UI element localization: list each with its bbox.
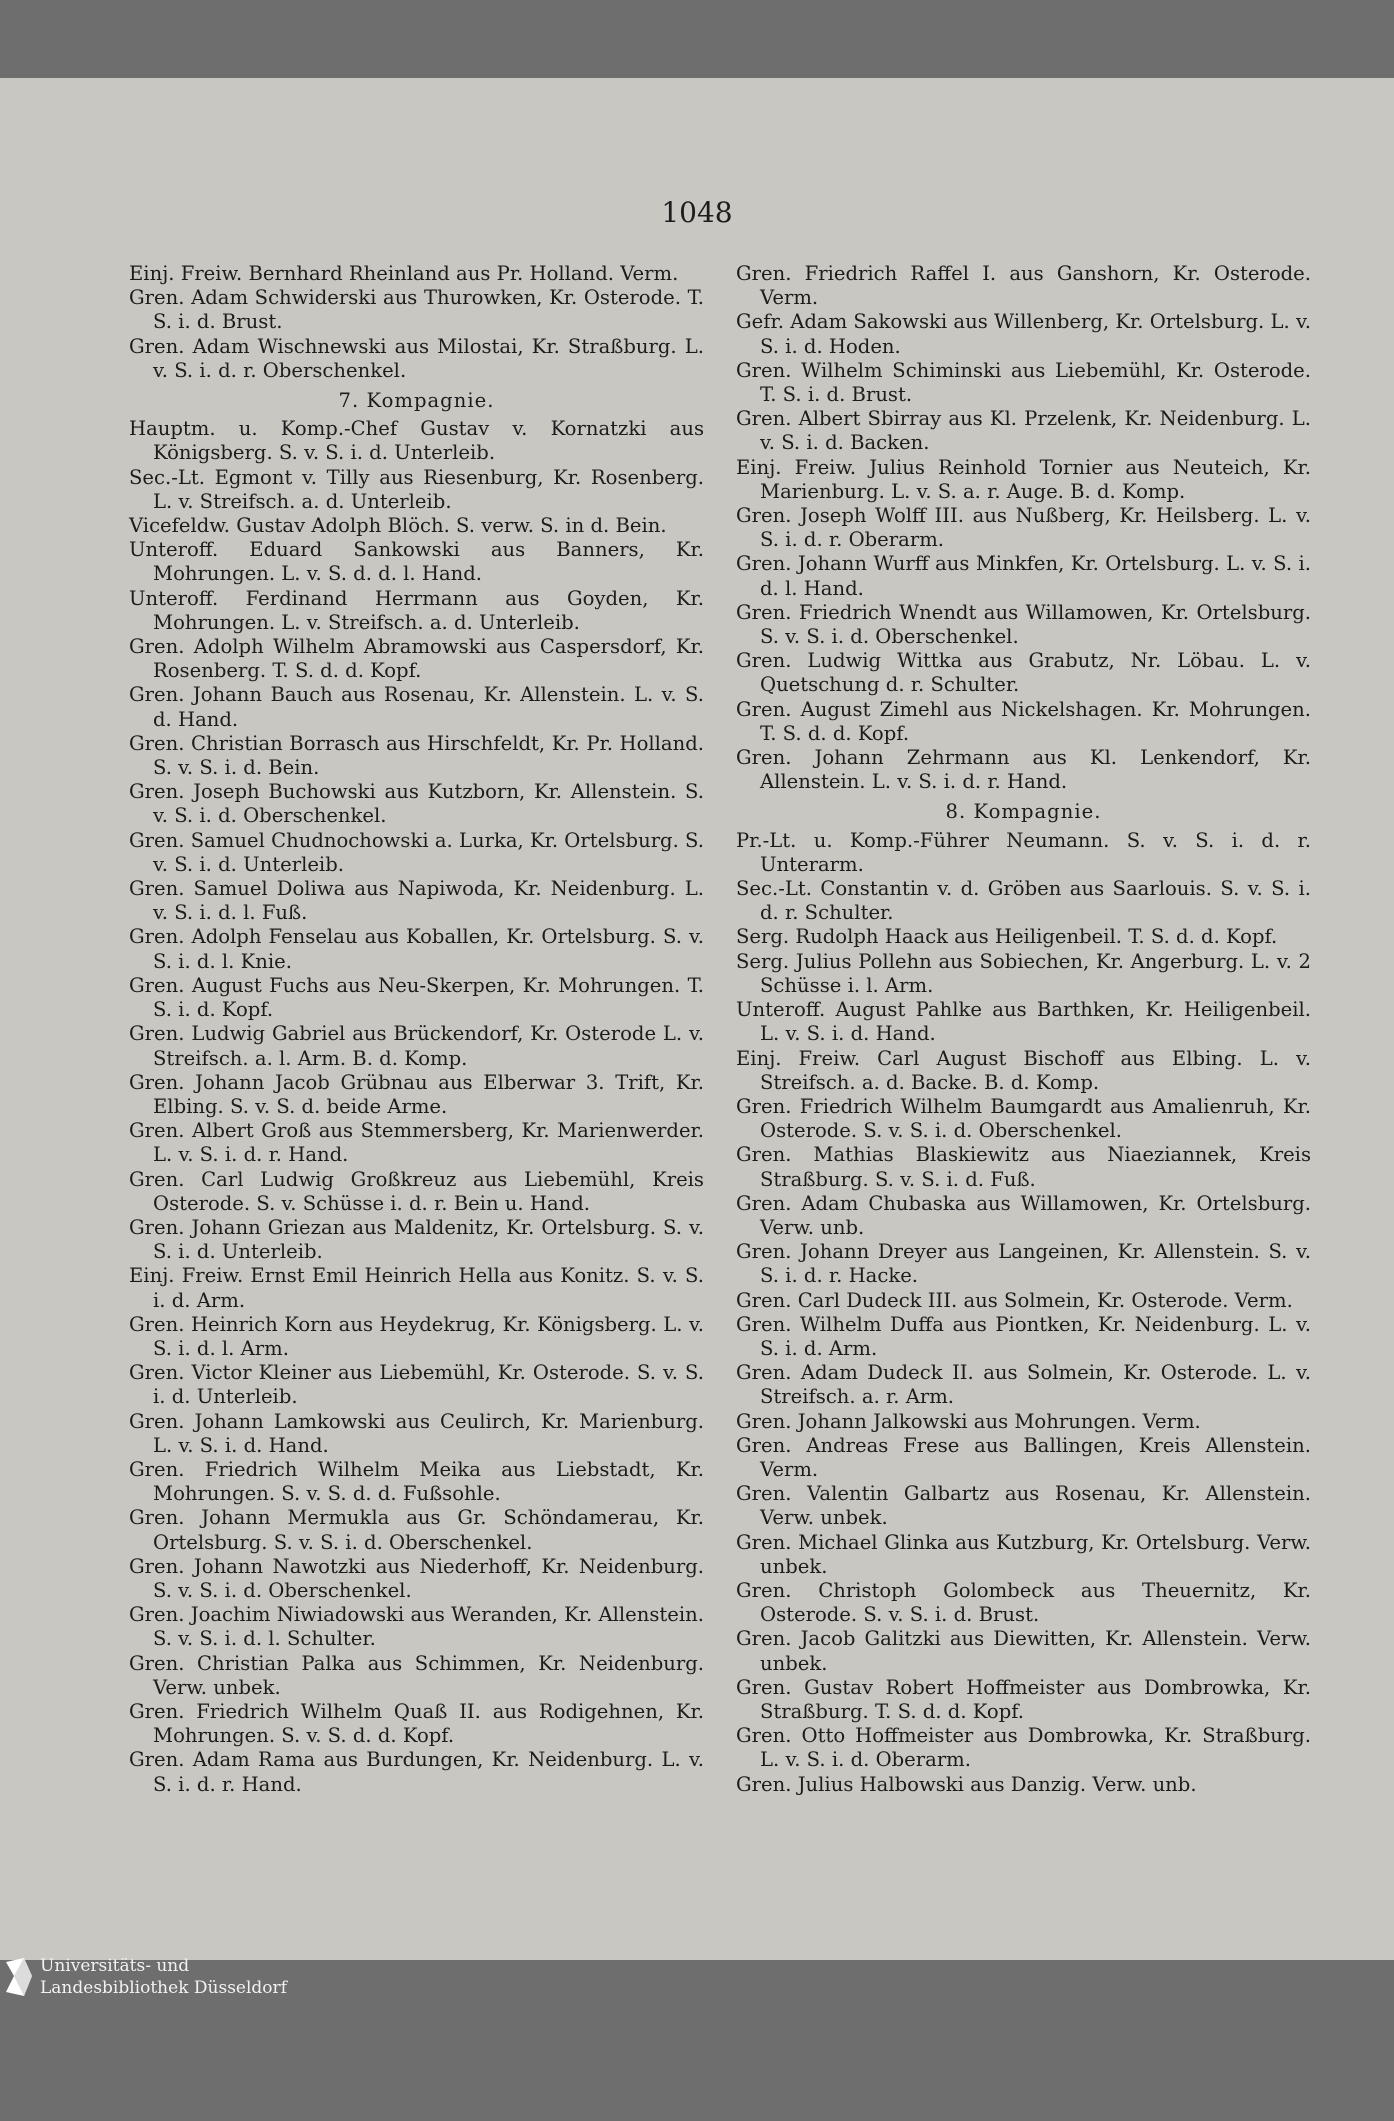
casualty-entry: Gren. Johann Mermukla aus Gr. Schöndamerau, Kr. Ortelsburg. S. v. S. i. d. Oberschenkel.	[129, 1506, 704, 1554]
library-name-line-1: Universitäts- und	[40, 1956, 190, 1976]
casualty-entry: Gren. Wilhelm Duffa aus Piontken, Kr. Neidenburg. L. v. S. i. d. Arm.	[736, 1312, 1311, 1360]
casualty-entry: Gren. Jacob Galitzki aus Diewitten, Kr. Allenstein. Verw. unbek.	[736, 1627, 1311, 1675]
casualty-entry: Hauptm. u. Komp.-Chef Gustav v. Kornatzki aus Königsberg. S. v. S. i. d. Unterleib.	[129, 417, 704, 465]
casualty-entry: Gren. Otto Hoffmeister aus Dombrowka, Kr. Straßburg. L. v. S. i. d. Oberarm.	[736, 1724, 1311, 1772]
casualty-entry: Gren. Victor Kleiner aus Liebemühl, Kr. Osterode. S. v. S. i. d. Unterleib.	[129, 1361, 704, 1409]
casualty-entry: Gren. Christian Palka aus Schimmen, Kr. Neidenburg. Verw. unbek.	[129, 1651, 704, 1699]
casualty-entry: Gren. Carl Ludwig Großkreuz aus Liebemühl, Kreis Osterode. S. v. Schüsse i. d. r. Bein u. Hand.	[129, 1167, 704, 1215]
casualty-entry: Gren. Christian Borrasch aus Hirschfeldt, Kr. Pr. Holland. S. v. S. i. d. Bein.	[129, 731, 704, 780]
casualty-entry: Gren. Joseph Wolff III. aus Nußberg, Kr. Heilsberg. L. v. S. i. d. r. Oberarm.	[736, 504, 1311, 552]
casualty-entry: Gren. Albert Groß aus Stemmersberg, Kr. Marienwerder. L. v. S. i. d. r. Hand.	[129, 1119, 704, 1167]
casualty-entry: Gren. Friedrich Raffel I. aus Ganshorn, Kr. Osterode. Verm.	[736, 262, 1311, 310]
section-heading: 8. Kompagnie.	[945, 800, 1102, 824]
casualty-entry: Einj. Freiw. Julius Reinhold Tornier aus Neuteich, Kr. Marienburg. L. v. S. a. r. Auge. B. d. Komp.	[736, 455, 1311, 503]
casualty-entry: Gren. August Fuchs aus Neu-Skerpen, Kr. Mohrungen. T. S. i. d. Kopf.	[129, 973, 704, 1022]
casualty-entry: Gren. Adolph Fenselau aus Koballen, Kr. Ortelsburg. S. v. S. i. d. l. Knie.	[129, 925, 704, 973]
casualty-entry: Gren. Wilhelm Schiminski aus Liebemühl, Kr. Osterode. T. S. i. d. Brust.	[736, 358, 1311, 407]
casualty-entry: Gren. Friedrich Wnendt aus Willamowen, Kr. Ortelsburg. S. v. S. i. d. Oberschenkel.	[736, 600, 1311, 649]
casualty-entry: Einj. Freiw. Carl August Bischoff aus Elbing. L. v. Streifsch. a. d. Backe. B. d. Komp.	[736, 1046, 1311, 1094]
casualty-entry: Einj. Freiw. Ernst Emil Heinrich Hella aus Konitz. S. v. S. i. d. Arm.	[129, 1264, 704, 1312]
casualty-entry: Gren. Joseph Buchowski aus Kutzborn, Kr. Allenstein. S. v. S. i. d. Oberschenkel.	[129, 780, 704, 828]
left-column	[129, 262, 704, 1797]
library-name-line-2: Landesbibliothek Düsseldorf	[40, 1978, 287, 1998]
casualty-entry: Gren. Friedrich Wilhelm Quaß II. aus Rodigehnen, Kr. Mohrungen. S. v. S. d. d. Kopf.	[129, 1699, 704, 1748]
casualty-entry: Gren. Friedrich Wilhelm Meika aus Liebstadt, Kr. Mohrungen. S. v. S. d. d. Fußsohle.	[129, 1457, 704, 1506]
casualty-entry: Gren. Johann Bauch aus Rosenau, Kr. Allenstein. L. v. S. d. Hand.	[129, 683, 704, 731]
casualty-entry: Gren. Johann Griezan aus Maldenitz, Kr. Ortelsburg. S. v. S. i. d. Unterleib.	[129, 1215, 704, 1264]
casualty-entry: Gren. Michael Glinka aus Kutzburg, Kr. Ortelsburg. Verw. unbek.	[736, 1530, 1311, 1578]
casualty-entry: Sec.-Lt. Egmont v. Tilly aus Riesenburg, Kr. Rosenberg. L. v. Streifsch. a. d. Unterleib.	[129, 465, 704, 513]
casualty-entry: Gren. Adolph Wilhelm Abramowski aus Caspersdorf, Kr. Rosenberg. T. S. d. d. Kopf.	[129, 635, 704, 683]
casualty-entry: Gren. Johann Nawotzki aus Niederhoff, Kr. Neidenburg. S. v. S. i. d. Oberschenkel.	[129, 1554, 704, 1602]
casualty-entry: Gren. Ludwig Wittka aus Grabutz, Nr. Löbau. L. v. Quetschung d. r. Schulter.	[736, 649, 1311, 697]
page-number: 1048	[661, 196, 733, 229]
casualty-entry: Unteroff. Eduard Sankowski aus Banners, Kr. Mohrungen. L. v. S. d. d. l. Hand.	[129, 538, 704, 586]
casualty-entry: Gren. Christoph Golombeck aus Theuernitz, Kr. Osterode. S. v. S. i. d. Brust.	[736, 1578, 1311, 1627]
casualty-entry: Unteroff. Ferdinand Herrmann aus Goyden, Kr. Mohrungen. L. v. Streifsch. a. d. Unterleib.	[129, 586, 704, 634]
casualty-entry: Sec.-Lt. Constantin v. d. Gröben aus Saarlouis. S. v. S. i. d. r. Schulter.	[736, 877, 1311, 925]
casualty-entry: Einj. Freiw. Bernhard Rheinland aus Pr. Holland. Verm.	[129, 262, 679, 285]
casualty-entry: Unteroff. August Pahlke aus Barthken, Kr. Heiligenbeil. L. v. S. i. d. Hand.	[736, 998, 1311, 1046]
casualty-entry: Gren. Samuel Doliwa aus Napiwoda, Kr. Neidenburg. L. v. S. i. d. l. Fuß.	[129, 877, 704, 925]
casualty-entry: Gren. Johann Dreyer aus Langeinen, Kr. Allenstein. S. v. S. i. d. r. Hacke.	[736, 1240, 1311, 1288]
casualty-entry: Gren. Adam Chubaska aus Willamowen, Kr. Ortelsburg. Verw. unb.	[736, 1191, 1311, 1239]
casualty-entry: Gren. Johann Zehrmann aus Kl. Lenkendorf, Kr. Allenstein. L. v. S. i. d. r. Hand.	[736, 746, 1311, 794]
casualty-entry: Pr.-Lt. u. Komp.-Führer Neumann. S. v. S. i. d. r. Unterarm.	[736, 828, 1311, 876]
library-logo-icon	[4, 1956, 34, 1998]
casualty-entry: Gren. August Zimehl aus Nickelshagen. Kr. Mohrungen. T. S. d. d. Kopf.	[736, 697, 1311, 745]
casualty-entry: Gren. Johann Wurff aus Minkfen, Kr. Ortelsburg. L. v. S. i. d. l. Hand.	[736, 552, 1311, 600]
casualty-entry: Gren. Joachim Niwiadowski aus Weranden, Kr. Allenstein. S. v. S. i. d. l. Schulter.	[129, 1603, 704, 1651]
casualty-entry: Gren. Johann Lamkowski aus Ceulirch, Kr. Marienburg. L. v. S. i. d. Hand.	[129, 1409, 704, 1457]
casualty-entry: Gren. Friedrich Wilhelm Baumgardt aus Amalienruh, Kr. Osterode. S. v. S. i. d. Oberschenkel.	[736, 1094, 1311, 1143]
casualty-entry: Gren. Andreas Frese aus Ballingen, Kreis Allenstein. Verm.	[736, 1433, 1311, 1481]
casualty-entry: Gren. Adam Rama aus Burdungen, Kr. Neidenburg. L. v. S. i. d. r. Hand.	[129, 1748, 704, 1796]
library-name	[40, 1955, 287, 1999]
casualty-entry: Gren. Adam Dudeck II. aus Solmein, Kr. Osterode. L. v. Streifsch. a. r. Arm.	[736, 1361, 1311, 1409]
casualty-entry: Serg. Rudolph Haack aus Heiligenbeil. T. S. d. d. Kopf.	[736, 925, 1278, 949]
section-heading: 7. Kompagnie.	[338, 389, 495, 413]
casualty-entry: Gren. Adam Schwiderski aus Thurowken, Kr. Osterode. T. S. i. d. Brust.	[129, 286, 704, 334]
casualty-entry: Serg. Julius Pollehn aus Sobiechen, Kr. Angerburg. L. v. 2 Schüsse i. l. Arm.	[736, 949, 1311, 997]
casualty-entry: Gren. Samuel Chudnochowski a. Lurka, Kr. Ortelsburg. S. v. S. i. d. Unterleib.	[129, 828, 705, 876]
casualty-entry: Gren. Mathias Blaskiewitz aus Niaeziannek, Kreis Straßburg. S. v. S. i. d. Fuß.	[736, 1143, 1311, 1191]
casualty-entry: Gren. Gustav Robert Hoffmeister aus Dombrowka, Kr. Straßburg. T. S. d. d. Kopf.	[736, 1675, 1311, 1723]
casualty-entry: Gren. Adam Wischnewski aus Milostai, Kr. Straßburg. L. v. S. i. d. r. Oberschenkel.	[129, 334, 704, 382]
casualty-entry: Gren. Carl Dudeck III. aus Solmein, Kr. Osterode. Verm.	[736, 1288, 1293, 1312]
casualty-entry: Vicefeldw. Gustav Adolph Blöch. S. verw. S. in d. Bein.	[129, 514, 667, 538]
casualty-entry: Gren. Johann Jalkowski aus Mohrungen. Verm.	[736, 1409, 1201, 1433]
casualty-entry: Gren. Albert Sbirray aus Kl. Przelenk, Kr. Neidenburg. L. v. S. i. d. Backen.	[736, 407, 1311, 455]
right-column	[736, 262, 1311, 1797]
casualty-entry: Gren. Valentin Galbartz aus Rosenau, Kr. Allenstein. Verw. unbek.	[736, 1482, 1311, 1530]
casualty-entry: Gren. Ludwig Gabriel aus Brückendorf, Kr. Osterode L. v. Streifsch. a. l. Arm. B. d. Komp.	[129, 1022, 704, 1070]
casualty-entry: Gren. Johann Jacob Grübnau aus Elberwar 3. Trift, Kr. Elbing. S. v. S. d. beide Arme.	[129, 1070, 704, 1118]
casualty-entry: Gren. Julius Halbowski aus Danzig. Verw. unb.	[736, 1772, 1197, 1796]
casualty-entry: Gefr. Adam Sakowski aus Willenberg, Kr. Ortelsburg. L. v. S. i. d. Hoden.	[736, 310, 1311, 358]
casualty-entry: Gren. Heinrich Korn aus Heydekrug, Kr. Königsberg. L. v. S. i. d. l. Arm.	[129, 1312, 704, 1360]
